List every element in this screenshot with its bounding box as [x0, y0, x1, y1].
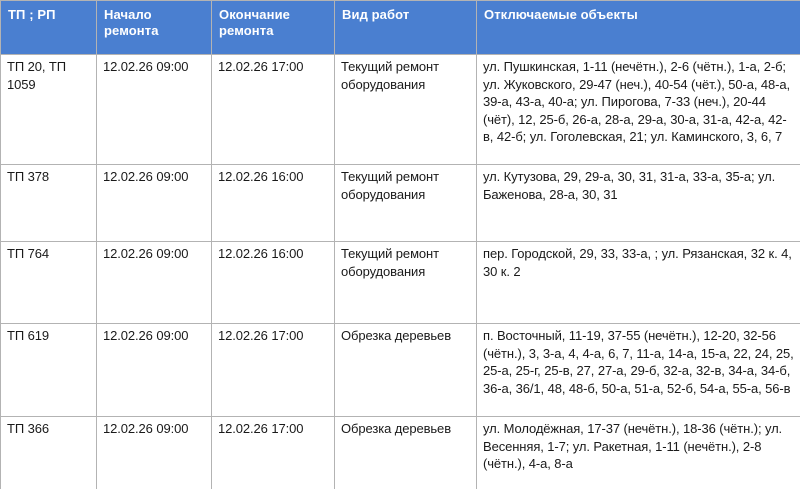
table-row: [1, 165, 800, 242]
cell-end: 12.02.26 17:00: [212, 55, 335, 165]
cell-tp: ТП 378: [1, 165, 97, 242]
table-row: [1, 55, 800, 165]
header-objects: Отключаемые объекты: [477, 1, 800, 55]
cell-work-type: Текущий ремонт оборудования: [335, 55, 477, 165]
cell-objects: пер. Городской, 29, 33, 33-а, ; ул. Рязанская, 32 к. 4, 30 к. 2: [477, 242, 800, 324]
cell-end: 12.02.26 16:00: [212, 165, 335, 242]
cell-objects: ул. Кутузова, 29, 29-а, 30, 31, 31-а, 33-а, 35-а; ул. Баженова, 28-а, 30, 31: [477, 165, 800, 242]
cell-work-type: Обрезка деревьев: [335, 417, 477, 489]
cell-objects: ул. Молодёжная, 17-37 (нечётн.), 18-36 (чётн.); ул. Весенняя, 1-7; ул. Ракетная, 1-11 (нечётн.), 2-8 (чётн.), 4-а, 8-а: [477, 417, 800, 489]
cell-end: 12.02.26 17:00: [212, 417, 335, 489]
table-row: [1, 417, 800, 489]
cell-work-type: Текущий ремонт оборудования: [335, 165, 477, 242]
cell-tp: ТП 366: [1, 417, 97, 489]
cell-start: 12.02.26 09:00: [97, 242, 212, 324]
cell-end: 12.02.26 17:00: [212, 324, 335, 417]
cell-start: 12.02.26 09:00: [97, 324, 212, 417]
header-row: [1, 1, 800, 55]
header-work-type: Вид работ: [335, 1, 477, 55]
table-header: [1, 1, 800, 55]
table-row: [1, 242, 800, 324]
cell-start: 12.02.26 09:00: [97, 165, 212, 242]
cell-work-type: Обрезка деревьев: [335, 324, 477, 417]
cell-objects: п. Восточный, 11-19, 37-55 (нечётн.), 12-20, 32-56 (чётн.), 3, 3-а, 4, 4-а, 6, 7, 11-а, 14-а, 15-а, 22, 24, 25, 25-а, 25-г, 25-в, 27, 27-а, 29-б, 32-а, 32-в, 34-а, 34-б, 36-а, 36/1, 48, 48-б, 50-а, 51-а, 52-б, 54-а, 55-а, 56-в: [477, 324, 800, 417]
cell-objects: ул. Пушкинская, 1-11 (нечётн.), 2-6 (чётн.), 1-а, 2-б; ул. Жуковского, 29-47 (неч.), 40-54 (чёт.), 50-а, 48-а, 39-а, 43-а, 40-а; ул. Пирогова, 7-33 (неч.), 20-44 (чёт), 12, 25-б, 26-а, 28-а, 29-а, 30-а, 31-а, 42-а, 42-в, 42-б; ул. Гоголевская, 21; ул. Каминского, 3, 6, 7: [477, 55, 800, 165]
cell-start: 12.02.26 09:00: [97, 417, 212, 489]
cell-tp: ТП 20, ТП 1059: [1, 55, 97, 165]
table-body: [1, 55, 800, 489]
cell-end: 12.02.26 16:00: [212, 242, 335, 324]
cell-work-type: Текущий ремонт оборудования: [335, 242, 477, 324]
cell-start: 12.02.26 09:00: [97, 55, 212, 165]
header-start: Начало ремонта: [97, 1, 212, 55]
cell-tp: ТП 764: [1, 242, 97, 324]
header-end: Окончание ремонта: [212, 1, 335, 55]
cell-tp: ТП 619: [1, 324, 97, 417]
table-row: [1, 324, 800, 417]
header-tp: ТП ; РП: [1, 1, 97, 55]
